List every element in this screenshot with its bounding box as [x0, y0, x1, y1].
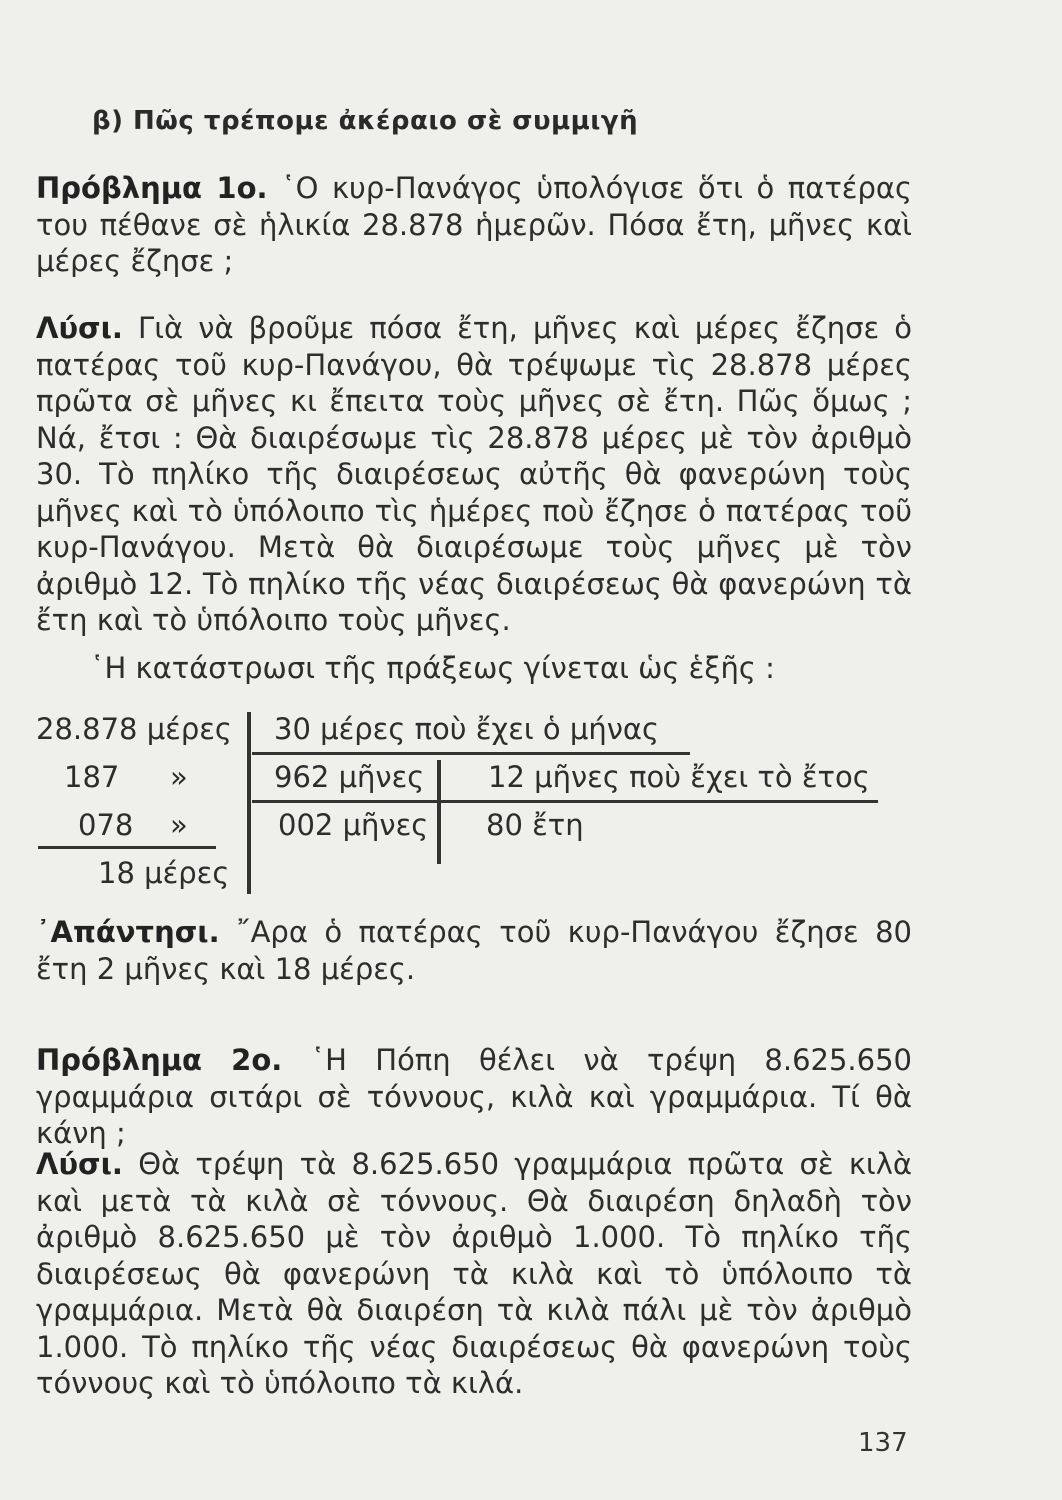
remainder-2: 078: [78, 808, 134, 842]
remainder-1: 187: [64, 760, 120, 794]
quotient-2: 80 ἔτη: [486, 808, 584, 842]
problem-1-text: ῾Ο κυρ-Πανάγος ὑπολόγισε ὅτι ὁ πατέρας του πέθανε σὲ ἡλικία 28.878 ἡμερῶν. Πόσα ἔτη, μῆνες καὶ μέρες ἔζησε ;: [36, 171, 913, 278]
divisor-1-rule: [252, 752, 690, 755]
division-bar-1: [247, 712, 251, 894]
rule-under-remainders: [38, 846, 216, 849]
remainder-months: 002 μῆνες: [278, 808, 429, 842]
divisor-1: 30 μέρες ποὺ ἔχει ὁ μήνας: [274, 712, 660, 746]
problem-2-text: ῾Η Πόπη θέλει νὰ τρέψη 8.625.650 γραμμάρια σιτάρι σὲ τόννους, κιλὰ καὶ γραμμάρια. Τί θὰ κάνη ;: [36, 1043, 912, 1150]
solution-1: [36, 310, 912, 639]
answer-1-label: ᾿Απάντησι.: [36, 915, 220, 949]
solution-1-text: Γιὰ νὰ βροῦμε πόσα ἔτη, μῆνες καὶ μέρες ἔζησε ὁ πατέρας τοῦ κυρ-Πανάγου, θὰ τρέψωμε τὶς 28.878 μέρες πρῶτα σὲ μῆνες κι ἔπειτα τοὺς μῆνες σὲ ἔτη. Πῶς ὅμως ; Νά, ἔτσι : Θὰ διαιρέσωμε τὶς 28.878 μέρες μὲ τὸν ἀριθμὸ 30. Τὸ πηλίκο τῆς διαιρέσεως αὐτῆς θὰ φανερώνη τοὺς μῆνες καὶ τὸ ὑπόλοιπο τὶς ἡμέρες ποὺ ἔζησε ὁ πατέρας τοῦ κυρ-Πανάγου. Μετὰ θὰ διαιρέσωμε τοὺς μῆνες μὲ τὸν ἀριθμὸ 12. Τὸ πηλίκο τῆς νέας διαιρέσεως θὰ φανερώνη τὰ ἔτη καὶ τὸ ὑπόλοιπο τοὺς μῆνες.: [36, 311, 912, 637]
problem-2: [36, 1042, 912, 1152]
answer-1-text: ῎Αρα ὁ πατέρας τοῦ κυρ-Πανάγου ἔζησε 80 ἔτη 2 μῆνες καὶ 18 μέρες.: [36, 915, 913, 986]
solution-2-label: Λύσι.: [36, 1147, 123, 1181]
dividend: 28.878 μέρες: [36, 712, 232, 746]
problem-1-label: Πρόβλημα 1ο.: [36, 171, 268, 205]
remainder-2-mark: »: [170, 808, 188, 842]
problem-2-label: Πρόβλημα 2ο.: [36, 1043, 283, 1077]
layout-intro: ῾Η κατάστρωσι τῆς πράξεως γίνεται ὡς ἑξῆς :: [90, 651, 775, 685]
solution-1-label: Λύσι.: [36, 311, 123, 345]
solution-2-text: Θὰ τρέψη τὰ 8.625.650 γραμμάρια πρῶτα σὲ κιλὰ καὶ μετὰ τὰ κιλὰ σὲ τόννους. Θὰ διαιρέση δηλαδὴ τὸν ἀριθμὸ 8.625.650 μὲ τὸν ἀριθμὸ 1.000. Τὸ πηλίκο τῆς διαιρέσεως θὰ φανερώνη τὰ κιλὰ καὶ τὸ ὑπόλοιπο τὰ γραμμάρια. Μετὰ θὰ διαιρέση τὰ κιλὰ πάλι μὲ τὸν ἀριθμὸ 1.000. Τὸ πηλίκο τῆς νέας διαιρέσεως θὰ φανερώνη τοὺς τόννους καὶ τὸ ὑπόλοιπο τὰ κιλά.: [36, 1147, 913, 1400]
divisor-2-rule: [252, 800, 878, 803]
final-remainder: 18 μέρες: [98, 856, 230, 890]
page-number: 137: [858, 1428, 908, 1458]
solution-2: [36, 1146, 912, 1402]
section-heading: β) Πῶς τρέπομε ἀκέραιο σὲ συμμιγῆ: [92, 106, 639, 136]
division-bar-2: [437, 760, 441, 864]
remainder-1-mark: »: [170, 760, 188, 794]
problem-1: [36, 170, 912, 280]
quotient-1: 962 μῆνες: [274, 760, 425, 794]
answer-1: [36, 914, 912, 987]
divisor-2: 12 μῆνες ποὺ ἔχει τὸ ἔτος: [488, 760, 870, 794]
